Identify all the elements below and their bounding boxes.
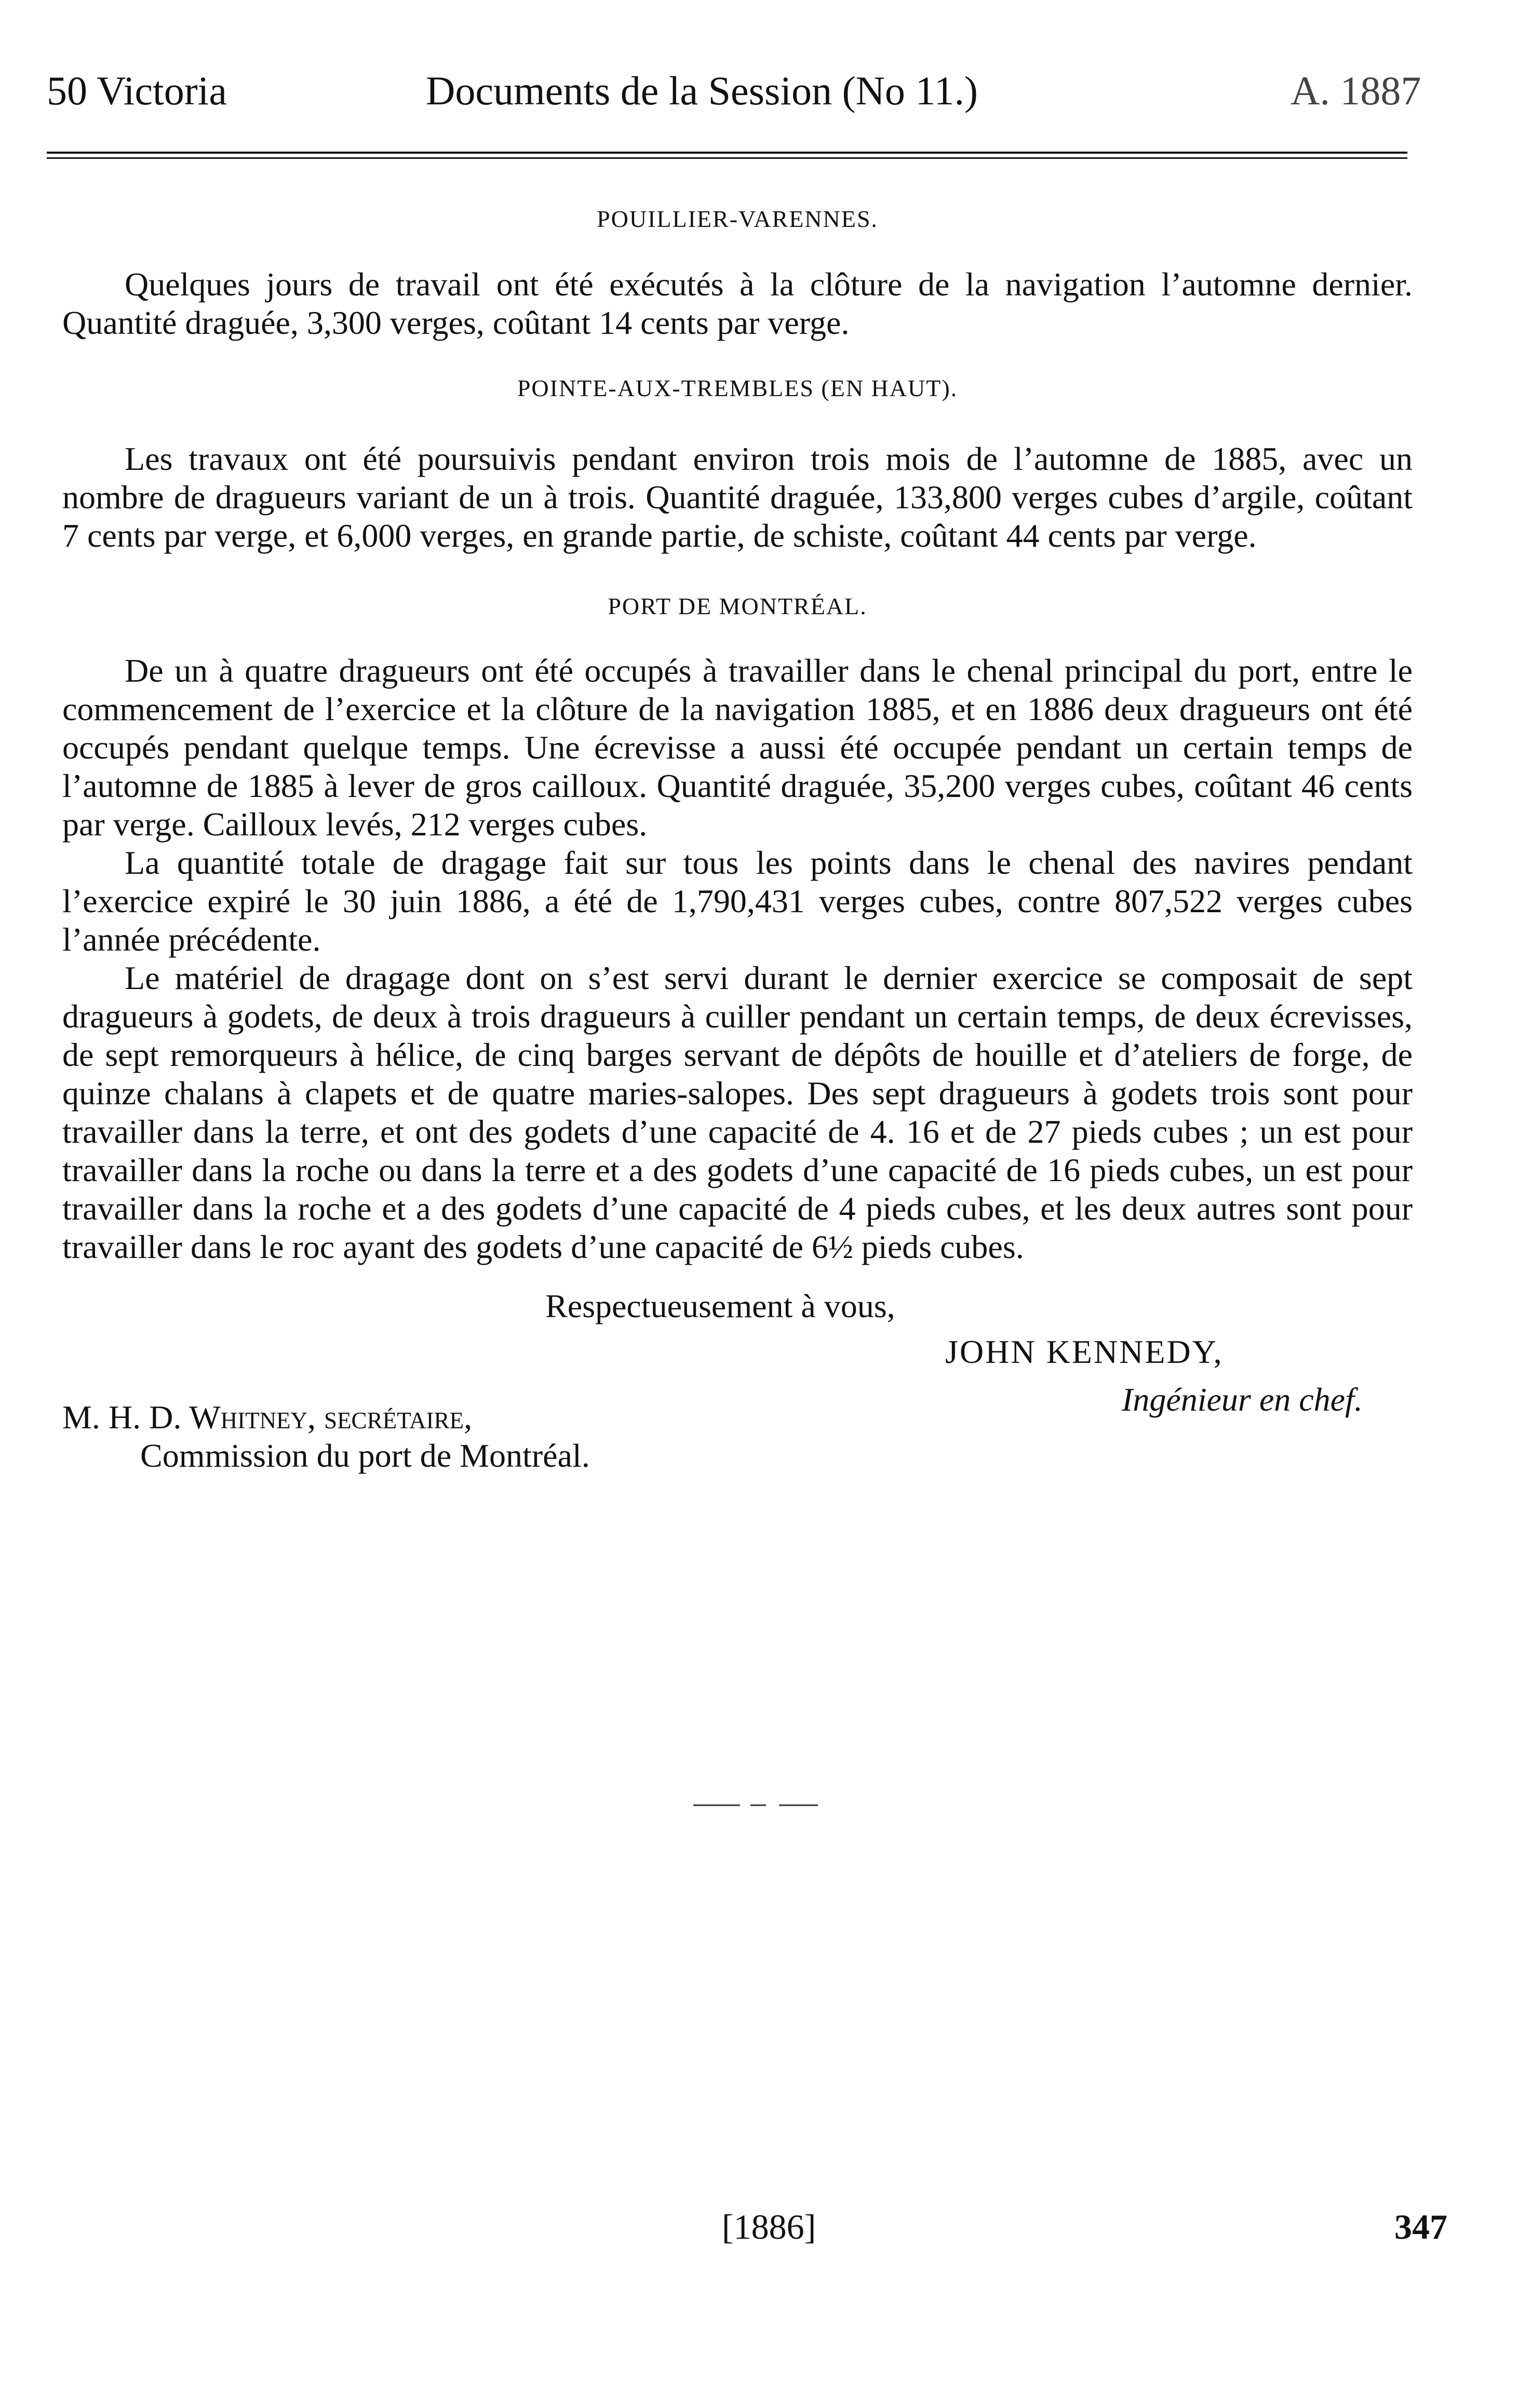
section-title-pointe-aux-trembles: POINTE-AUX-TREMBLES (EN HAUT). bbox=[517, 375, 958, 401]
closing-salutation: Respectueusement à vous, bbox=[545, 1288, 895, 1324]
addressee-name: M. H. D. Whitney, secrétaire, bbox=[62, 1399, 472, 1436]
signature-name: JOHN KENNEDY, bbox=[945, 1333, 1224, 1370]
paragraph-pointe-aux-trembles: Les travaux ont été poursuivis pendant environ trois mois de l’automne de 1885, avec un nombre de dragueurs variant de un à trois. Quantité draguée, 133,800 verges cubes d’argile, coûtant 7 cents par verge, et 6,000 verges, en grande partie, de schiste, coûtant 44 cents par verge. bbox=[62, 440, 1413, 554]
paragraph-port-montreal-3: Le matériel de dragage dont on s’est servi durant le dernier exercice se composait de sept dragueurs à godets, de deux à trois dragueurs à cuiller pendant un certain temps, de deux écrevisses, de sept remorqueurs à hélice, de cinq barges servant de dépôts de houille et d’ateliers de forge, de quinze chalans à clapets et de quatre maries-salopes. Des sept dragueurs à godets trois sont pour travailler dans la terre, et ont des godets d’une capacité de 4. 16 et de 27 pieds cubes ; un est pour travailler dans la roche ou dans la terre et a des godets d’une capacité de 16 pieds cubes, un est pour travailler dans la roche et a des godets d’une capacité de 4 pieds cubes, et les deux autres sont pour travailler dans le roc ayant des godets d’une capacité de 6½ pieds cubes. bbox=[62, 959, 1413, 1265]
paragraph-pouillier: Quelques jours de travail ont été exécutés à la clôture de la navigation l’automne dernier. Quantité draguée, 3,300 verges, coûtant 14 cents par verge. bbox=[62, 266, 1413, 341]
footer-year: [1886] bbox=[722, 2207, 816, 2247]
signature-title: Ingénieur en chef. bbox=[1122, 1381, 1363, 1418]
paragraph-port-montreal-2: La quantité totale de dragage fait sur tous les points dans le chenal des navires pendant l’exercice expiré le 30 juin 1886, a été de 1,790,431 verges cubes, contre 807,522 verges cubes l’année précédente. bbox=[62, 844, 1413, 958]
ornament-divider-icon bbox=[693, 1802, 818, 1809]
page-number: 347 bbox=[1394, 2207, 1447, 2247]
header-title: Documents de la Session (No 11.) bbox=[426, 68, 978, 113]
header-volume: 50 Victoria bbox=[47, 68, 227, 113]
header-rule-bottom bbox=[47, 157, 1407, 159]
section-title-port-montreal: PORT DE MONTRÉAL. bbox=[608, 593, 867, 619]
header-rule-top bbox=[47, 152, 1407, 154]
body-content bbox=[62, 200, 1413, 1475]
addressee-organization: Commission du port de Montréal. bbox=[140, 1437, 590, 1474]
header-year: A. 1887 bbox=[1291, 68, 1421, 113]
section-title-pouillier: POUILLIER-VARENNES. bbox=[597, 206, 878, 232]
paragraph-port-montreal-1: De un à quatre dragueurs ont été occupés à travailler dans le chenal principal du port, entre le commencement de l’exercice et la clôture de la navigation 1885, et en 1886 deux dragueurs ont été occupés pendant quelque temps. Une écrevisse a aussi été occupée pendant un certain temps de l’automne de 1885 à lever de gros cailloux. Quantité draguée, 35,200 verges cubes, coûtant 46 cents par verge. Cailloux levés, 212 verges cubes. bbox=[62, 652, 1413, 843]
running-header bbox=[47, 67, 1470, 125]
